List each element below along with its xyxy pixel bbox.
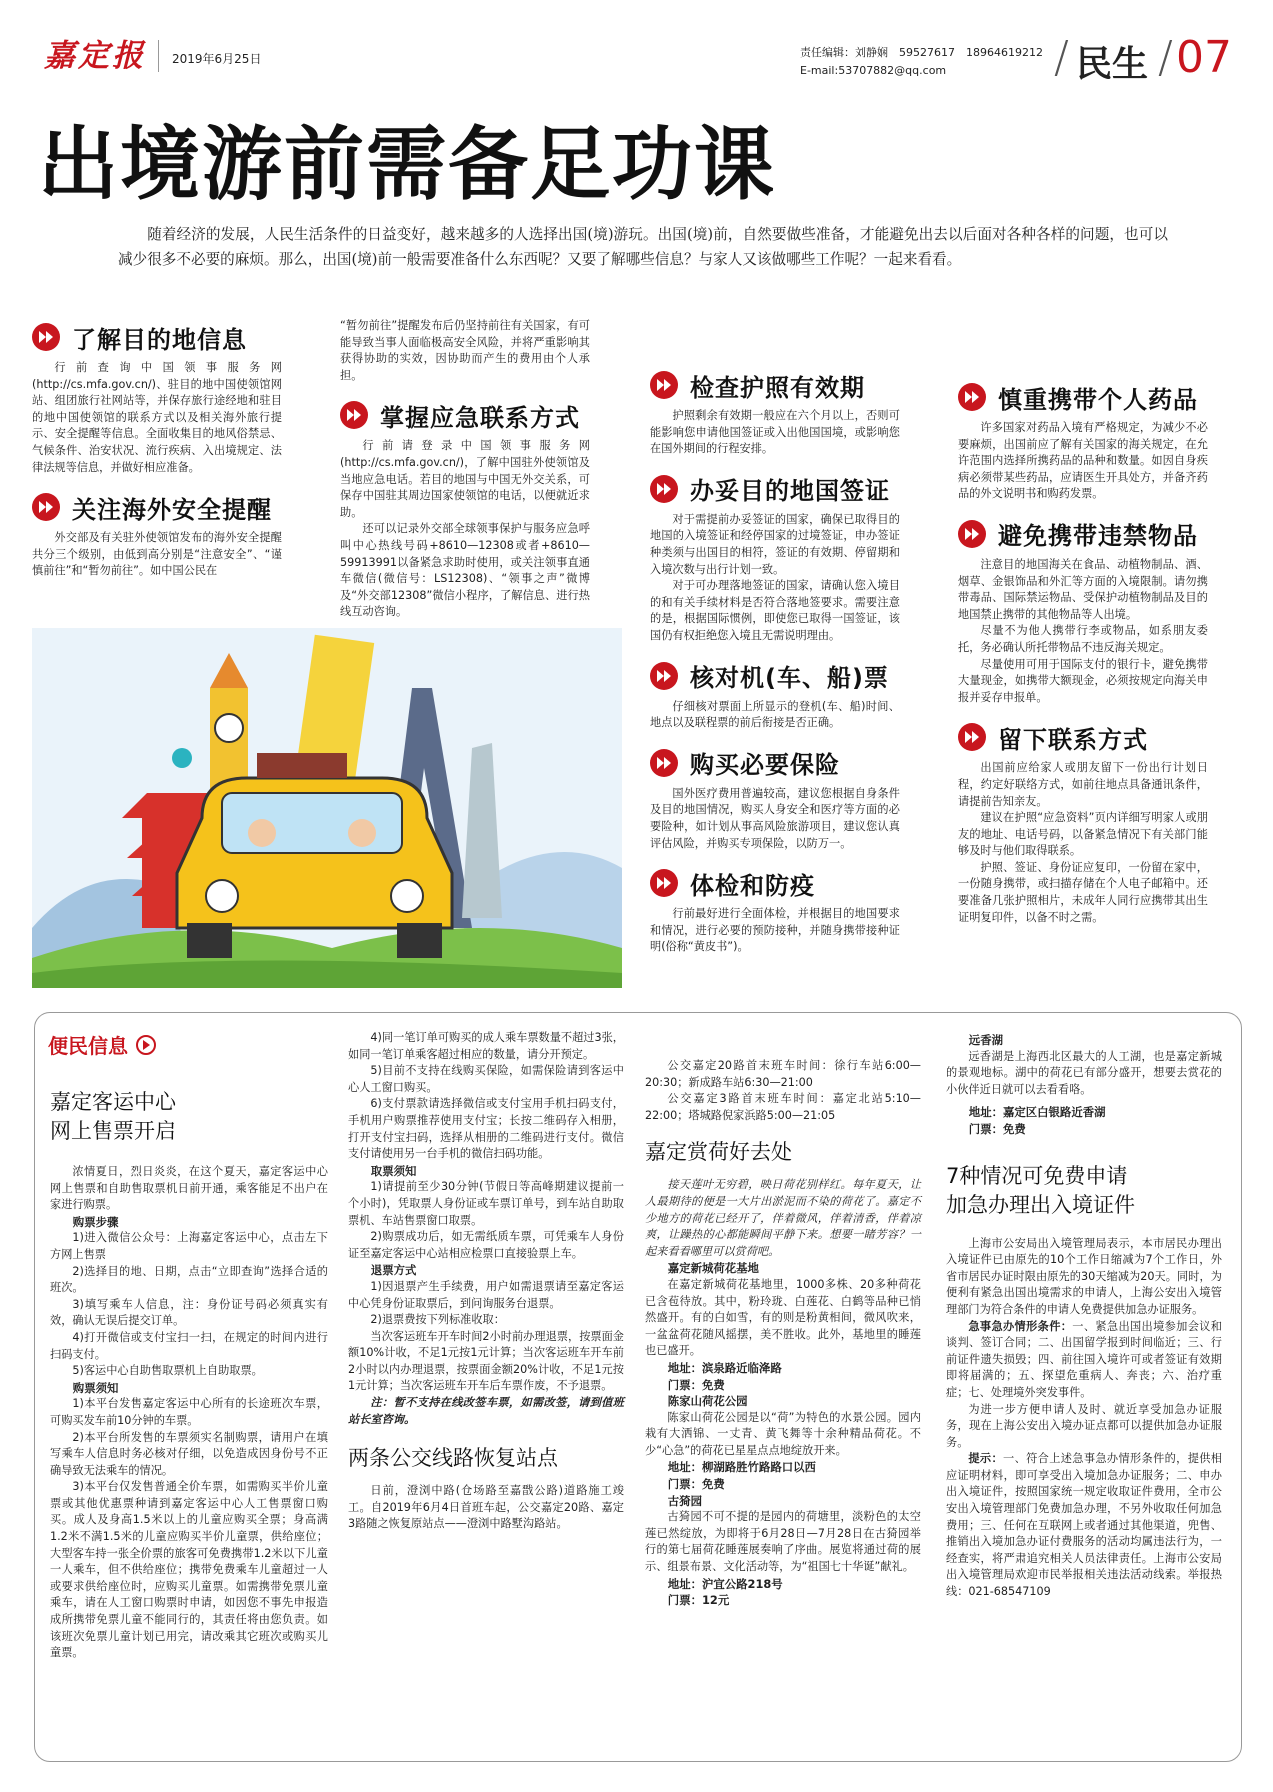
paragraph-lead: 急事急办情形条件： bbox=[968, 1319, 1073, 1333]
issue-date: 2019年6月25日 bbox=[172, 52, 262, 66]
arrow-icon bbox=[958, 723, 986, 751]
paragraph: 尽量使用可用于国际支付的银行卡，避免携带大量现金，如携带大额现金，必须按规定向海关申报并妥存申报单。 bbox=[958, 657, 1208, 704]
article-title: 网上售票开启 bbox=[50, 1119, 176, 1143]
arrow-icon bbox=[650, 371, 678, 399]
article-title: 7种情况可免费申请 bbox=[946, 1163, 1128, 1188]
paragraph: 尽量不为他人携带行李或物品，如系朋友委托，务必确认所托带物品不违反海关规定。 bbox=[958, 624, 1208, 654]
subheading: 嘉定新城荷花基地 bbox=[667, 1261, 759, 1276]
paragraph: 公交嘉定3路首末班车时间：嘉定北站5:10—22:00；塔城路倪家浜路5:00—21:05 bbox=[645, 1092, 921, 1122]
paragraph: 2)退票费按下列标准收取： bbox=[370, 1313, 505, 1327]
slash-divider: / bbox=[1054, 32, 1069, 83]
ticket-price: 门票：免费 bbox=[667, 1477, 725, 1492]
editor-info bbox=[800, 44, 1043, 80]
section-title: 体检和防疫 bbox=[650, 866, 900, 900]
paragraph: 3)本平台仅发售普通全价车票，如需购买半价儿童票或其他优惠票种请到嘉定客运中心人工售票窗口购买。成人及身高1.5米以上的儿童应购买全票；身高满1.2米不满1.5米的儿童应购买半价儿童票，供给座位；大型客车持一张全价票的旅客可免费携带1.2米以下儿童一人乘车，但不供给座位；携带免费乘车儿童超过一人或要求供给座位时，应购买儿童票。如需携带免票儿童乘车，请在人工窗口购票时申请，如因您不事先申报造成所携带免票儿童不能同行的，其责任将由您负责。如该班次免票儿童计划已用完，请改乘其它班次或购买儿童票。 bbox=[50, 1480, 328, 1660]
paragraph: 外交部及有关驻外使领馆发布的海外安全提醒共分三个级别，由低到高分别是“注意安全”、“谨慎前往”和“暂勿前往”。如中国公民在 bbox=[32, 531, 282, 578]
lead-paragraph: 随着经济的发展，人民生活条件的日益变好，越来越多的人选择出国(境)游玩。出国(境)前，自然要做些准备，才能避免出去以后面对各种各样的问题，也可以减少很多不必要的麻烦。那么，出国(境)前一般需要准备什么东西呢？又要了解哪些信息？与家人又该做哪些工作呢？一起来看看。 bbox=[118, 226, 1168, 268]
paragraph: 国外医疗费用普遍较高，建议您根据自身条件及目的地国情况，购买人身安全和医疗等方面的必要险种，如计划从事高风险旅游项目，建议您认真评估风险，并购买专项保险，以防万一。 bbox=[650, 786, 900, 850]
paragraph: 6)支付票款请选择微信或支付宝用手机扫码支付，手机用户购票推荐使用支付宝；长按二维码存入相册，打开支付宝扫码，选择从相册的二维码进行支付。微信支付请使用另一台手机的微信扫码功能。 bbox=[348, 1097, 624, 1161]
slash-divider: / bbox=[1158, 32, 1173, 83]
arrow-icon bbox=[958, 383, 986, 411]
paragraph: 行前最好进行全面体检，并根据目的地国要求和情况，进行必要的预防接种，并随身携带接种证明(俗称“黄皮书”)。 bbox=[650, 907, 900, 954]
paragraph: 4)同一笔订单可购买的成人乘车票数量不超过3张，如同一笔订单乘客超过相应的数量，请分开预定。 bbox=[348, 1031, 624, 1061]
paragraph: 2)购票成功后，如无需纸质车票，可凭乘车人身份证至嘉定客运中心站相应检票口直接验票上车。 bbox=[348, 1230, 624, 1260]
paragraph: 许多国家对药品入境有严格规定，为减少不必要麻烦，出国前应了解有关国家的海关规定，在允许范围内选择所携药品的品种和数量。如因自身疾病必须带某些药品，应请医生开具处方，并备齐药品的外文说明书和购药发票。 bbox=[958, 421, 1208, 501]
paragraph: 公交嘉定20路首末班车时间：徐行车站6:00—20:30；新成路车站6:30—21:00 bbox=[645, 1059, 921, 1089]
paragraph: 接天莲叶无穷碧，映日荷花别样红。每年夏天，让人最期待的便是一大片出淤泥而不染的荷花了。嘉定不少地方的荷花已经开了，伴着微风，伴着清香，伴着凉爽，让躁热的心都能瞬间平静下来。想要一睹芳容？一起来看看哪里可以赏荷吧。 bbox=[645, 1178, 921, 1258]
paragraph: 5)目前不支持在线购买保险，如需保险请到客运中心人工窗口购买。 bbox=[348, 1064, 624, 1094]
paragraph: 提示：一、符合上述急事急办情形条件的，提供相应证明材料，即可享受出入境加急办证服务；二、申办出入境证件，按照国家统一规定收取证件费用，全市公安出入境管理部门免费加急办理，不另外收取任何加急费用；三、任何在互联网上或者通过其他渠道，兜售、推销出入境加急办证付费服务的活动均属违法行为，一经查实，将严肃追究相关人员法律责任。上海市公安局出入境管理局欢迎市民举报相关违法活动线索。举报热线：021-68547109 bbox=[946, 1452, 1222, 1599]
section-title: 购买必要保险 bbox=[650, 746, 900, 780]
section-title: 了解目的地信息 bbox=[32, 320, 282, 354]
paragraph: 出国前应给家人或朋友留下一份出行计划日程，约定好联络方式，如前往地点具备通讯条件，请提前告知亲友。 bbox=[958, 761, 1208, 808]
paragraph: 陈家山荷花公园是以“荷”为特色的水景公园。园内栽有大洒锦、一丈青、黄飞舞等十余种精品荷花。不少“心急”的荷花已星星点点地绽放开来。 bbox=[645, 1410, 921, 1457]
section-title: 关注海外安全提醒 bbox=[32, 490, 282, 524]
section-title: 避免携带违禁物品 bbox=[958, 517, 1208, 551]
arrow-icon bbox=[340, 401, 368, 429]
paragraph: 日前，澄浏中路(仓场路至嘉戬公路)道路施工竣工。自2019年6月4日首班车起，公交嘉定20路、嘉定3路随之恢复原站点——澄浏中路墅沟路站。 bbox=[348, 1484, 624, 1531]
ticket-price: 门票：免费 bbox=[667, 1377, 725, 1392]
article-column-1 bbox=[32, 320, 282, 580]
ticket-price: 门票：免费 bbox=[968, 1121, 1026, 1136]
subheading: 陈家山荷花公园 bbox=[667, 1394, 748, 1409]
paragraph: 护照剩余有效期一般应在六个月以上，否则可能影响您申请他国签证或入出他国国境，或影响您在国外期间的行程安排。 bbox=[650, 409, 900, 456]
paragraph: 对于需提前办妥签证的国家，确保已取得目的地国的入境签证和经停国家的过境签证，申办签证种类须与出国目的相符，签证的有效期、停留期和入境次数与出行计划一致。 bbox=[650, 512, 900, 576]
paragraph: 2)选择目的地、日期，点击“立即查询”选择合适的班次。 bbox=[50, 1264, 328, 1295]
paragraph: 注意目的地国海关在食品、动植物制品、酒、烟草、金银饰品和外汇等方面的入境限制。请勿携带毒品、国际禁运物品、受保护动植物制品及目的地国禁止携带的其他物品等人出境。 bbox=[958, 557, 1208, 621]
paragraph: 对于可办理落地签证的国家，请确认您入境目的和有关手续材料是否符合落地签要求。需要注意的是，根据国际惯例，即使您已取得一国签证，该国仍有权拒绝您入境且无需说明理由。 bbox=[650, 579, 900, 642]
section-title: 留下联系方式 bbox=[958, 720, 1208, 754]
subheading: 购票步骤 bbox=[72, 1214, 119, 1229]
paragraph: 1)因退票产生手续费，用户如需退票请至嘉定客运中心凭身份证取票后，到问询服务台退票。 bbox=[348, 1279, 624, 1310]
arrow-circle-icon bbox=[136, 1035, 156, 1055]
paragraph: 1)本平台发售嘉定客运中心所有的长途班次车票，可购买发车前10分钟的车票。 bbox=[50, 1397, 328, 1427]
subheading: 购票须知 bbox=[72, 1380, 119, 1395]
editor-email: E-mail:53707882@qq.com bbox=[800, 64, 947, 77]
paragraph: 2)本平台所发售的车票须实名制购票，请用户在填写乘车人信息时务必核对仔细，以免造成因身份号不正确导致无法乘车的情况。 bbox=[50, 1430, 328, 1477]
editor-line: 责任编辑：刘静娴 59527617 18964619212 bbox=[800, 46, 1043, 59]
article-title: 加急办理出入境证件 bbox=[946, 1192, 1135, 1217]
section-title: 核对机(车、船)票 bbox=[650, 659, 900, 693]
subheading: 取票须知 bbox=[370, 1163, 417, 1178]
arrow-icon bbox=[32, 323, 60, 351]
bottom-column-2 bbox=[348, 1030, 624, 1533]
page-number: 07 bbox=[1176, 32, 1232, 83]
paragraph: 3)填写乘车人信息，注：身份证号码必须真实有效，确认无误后提交订单。 bbox=[50, 1297, 328, 1328]
arrow-icon bbox=[650, 749, 678, 777]
paragraph: 4)打开微信或支付宝扫一扫，在规定的时间内进行扫码支付。 bbox=[50, 1330, 328, 1361]
address: 地址：滨泉路近临洚路 bbox=[667, 1360, 782, 1375]
paragraph: 建议在护照“应急资料”页内详细写明家人或朋友的地址、电话号码，以备紧急情况下有关部门能够及时与他们取得联系。 bbox=[958, 811, 1208, 858]
section-title: 检查护照有效期 bbox=[650, 368, 900, 402]
paragraph: 还可以记录外交部全球领事保护与服务应急呼叫中心热线号码+8610—12308或者+8610—59913991以备紧急求助时使用，或关注领事直通车微信(微信号：LS12308)、“领事之声”微博及“外交部12308”微信小程序，了解信息、进行热线互动咨询。 bbox=[340, 522, 590, 619]
paragraph: 注：暂不支持在线改签车票，如需改签，请到值班站长室咨询。 bbox=[348, 1396, 624, 1426]
paragraph: “暂勿前往”提醒发布后仍坚持前往有关国家，有可能导致当事人面临极高安全风险，并将严重影响其获得协助的实效，因协助而产生的费用由个人承担。 bbox=[340, 319, 590, 382]
address: 地址：沪宜公路218号 bbox=[667, 1576, 783, 1591]
paragraph: 行前请登录中国领事服务网(http://cs.mfa.gov.cn/)，了解中国驻外使领馆及当地应急电话。若目的地国与中国无外交关系，可保存中国驻其周边国家使领馆的电话，以便就近求助。 bbox=[340, 439, 590, 519]
paragraph: 在嘉定新城荷花基地里，1000多株、20多种荷花已含苞待放。其中，粉玲珑、白莲花、白鹤等品种已悄然盛开。有的白如雪，有的则是粉黄相间，微风吹来，一盆盆荷花随风摇摆，美不胜收。此外，基地里的睡莲也已盛开。 bbox=[645, 1277, 921, 1358]
paragraph: 上海市公安局出入境管理局表示，本市居民办理出入境证件已由原先的10个工作日缩减为7个工作日，外省市居民办证时限由原先的30天缩减为20天。同时，为便利有紧急出国出境需求的申请人，上海公安出入境管理部门为符合条件的申请人免费提供加急办证服务。 bbox=[946, 1236, 1222, 1316]
arrow-icon bbox=[650, 475, 678, 503]
paragraph: 浓情夏日，烈日炎炎，在这个夏天，嘉定客运中心网上售票和自助售取票机日前开通，乘客能足不出户在家进行购票。 bbox=[50, 1165, 328, 1212]
subheading: 退票方式 bbox=[370, 1263, 417, 1278]
bottom-column-4 bbox=[946, 1032, 1222, 1601]
arrow-icon bbox=[958, 520, 986, 548]
ticket-price: 门票：12元 bbox=[667, 1593, 730, 1608]
paragraph: 当次客运班车开车时间2小时前办理退票，按票面金额10%计收，不足1元按1元计算；当次客运班车开车前2小时以内办理退票，按票面金额20%计收，不足1元按1元计算；当次客运班车开车后车票作废，不予退票。 bbox=[348, 1329, 624, 1393]
travel-illustration bbox=[32, 628, 622, 988]
bottom-column-1 bbox=[50, 1088, 328, 1662]
headline: 出境游前需备足功课 bbox=[38, 118, 776, 211]
convenience-info-label: 便民信息 bbox=[48, 1030, 156, 1059]
article-title: 嘉定赏荷好去处 bbox=[645, 1140, 792, 1165]
paragraph: 仔细核对票面上所显示的登机(车、船)时间、地点以及联程票的前后衔接是否正确。 bbox=[650, 699, 900, 730]
subheading: 远香湖 bbox=[968, 1033, 1003, 1047]
arrow-icon bbox=[650, 869, 678, 897]
article-column-4 bbox=[958, 380, 1208, 926]
paragraph: 1)进入微信公众号：上海嘉定客运中心，点击左下方网上售票 bbox=[50, 1231, 328, 1261]
paragraph-lead: 提示： bbox=[968, 1452, 1004, 1466]
section-name: 民生 bbox=[1076, 43, 1149, 85]
paragraph: 古猗园不可不提的是园内的荷塘里，淡粉色的太空莲已然绽放，为即将于6月28日—7月28日在古猗园举行的第七届荷花睡莲展奏响了序曲。展览将通过荷的展示、组景布景、文化活动等，为“祖国七十华诞”献礼。 bbox=[645, 1510, 921, 1574]
subheading: 古猗园 bbox=[667, 1493, 702, 1508]
arrow-icon bbox=[32, 493, 60, 521]
address: 地址：柳湖路胜竹路路口以西 bbox=[667, 1460, 816, 1475]
bottom-column-3 bbox=[645, 1030, 921, 1609]
article-title: 两条公交线路恢复站点 bbox=[348, 1446, 558, 1471]
header-divider bbox=[158, 40, 159, 72]
section-title: 掌握应急联系方式 bbox=[340, 398, 590, 432]
paragraph: 急事急办情形条件：一、紧急出国出境参加会议和谈判、签订合同；二、出国留学报到时间临近；三、行前证件遗失损毁；四、前往国入境许可或者签证有效期即将届满的；五、探望危重病人、奔丧；六、治疗重症；七、处理境外突发事件。 bbox=[946, 1319, 1222, 1399]
paragraph: 护照、签证、身份证应复印，一份留在家中，一份随身携带，或扫描存储在个人电子邮箱中。还要准备几张护照相片，未成年人同行应携带其出生证明复印件，以备不时之需。 bbox=[958, 860, 1208, 924]
arrow-icon bbox=[650, 662, 678, 690]
article-column-2 bbox=[340, 318, 590, 621]
section-title: 慎重携带个人药品 bbox=[958, 380, 1208, 414]
address: 地址：嘉定区白银路近香湖 bbox=[968, 1105, 1106, 1120]
section-title: 办妥目的地国签证 bbox=[650, 472, 900, 506]
article-column-3 bbox=[650, 318, 900, 956]
paragraph: 1)请提前至少30分钟(节假日等高峰期建议提前一个小时)，凭取票人身份证或车票订单号，到车站自助取票机、车站售票窗口取票。 bbox=[348, 1180, 624, 1227]
paragraph: 5)客运中心自助售取票机上自助取票。 bbox=[72, 1364, 263, 1378]
article-title: 嘉定客运中心 bbox=[50, 1090, 176, 1114]
paragraph: 远香湖是上海西北区最大的人工湖，也是嘉定新城的景观地标。湖中的荷花已有部分盛开，想要去赏花的小伙伴近日就可以去看看咯。 bbox=[946, 1049, 1222, 1096]
paragraph: 行前查询中国领事服务网(http://cs.mfa.gov.cn/)、驻目的地中国使领馆网站、组团旅行社网站等，并保存旅行途经地和驻目的地中国使领馆的联系方式以及相关海外旅行提示、安全提醒等信息。全面收集目的地风俗禁忌、气候条件、治安状况、流行疾病、入出境规定、法律法规等信息，并做好相应准备。 bbox=[32, 361, 282, 474]
masthead-logo: 嘉定报 bbox=[44, 38, 146, 74]
paragraph: 为进一步方便申请人及时、就近享受加急办证服务，现在上海公安出入境办证点都可以提供加急办证服务。 bbox=[946, 1402, 1222, 1449]
